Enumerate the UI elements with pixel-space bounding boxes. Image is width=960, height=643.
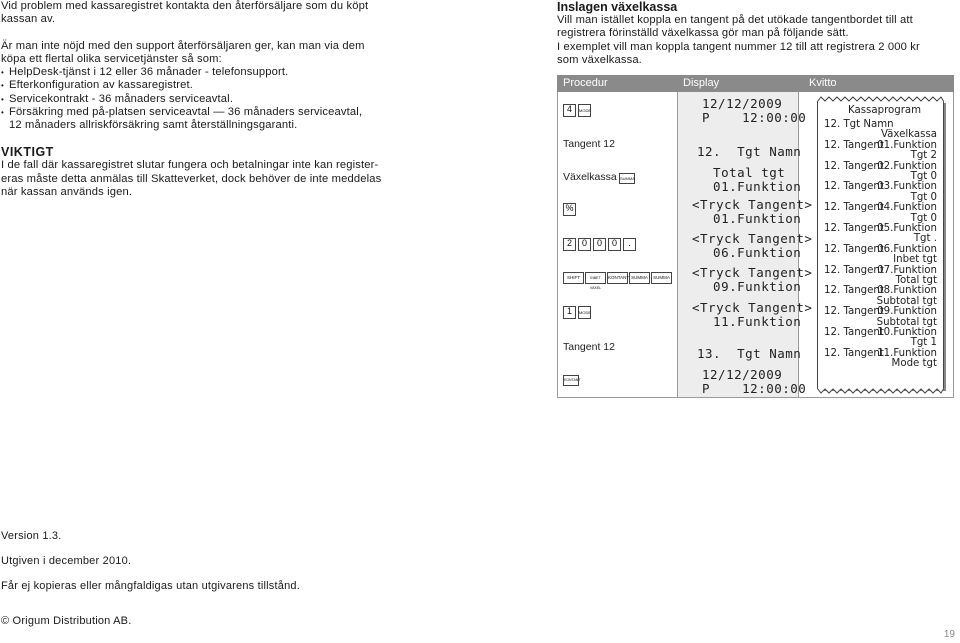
service-list: [1, 66, 411, 119]
receipt-bottom-edge: [817, 388, 944, 394]
lcd-funktion-09: 09.Funktion: [697, 279, 802, 294]
key-percent: %: [563, 203, 576, 216]
table-header: [557, 75, 954, 92]
receipt-row-right: Tgt 0: [910, 212, 937, 224]
header-kvitto: Kvitto: [809, 77, 837, 89]
intro-line-1: Vid problem med kassaregistret kontakta den återförsäljare som du köpt: [1, 0, 369, 12]
receipt-row-right: 02.Funktion: [877, 160, 937, 172]
key-mode-2: MODE: [578, 306, 591, 319]
lcd-date-1: 12/12/2009: [702, 96, 783, 111]
key-kontant-single: KONTANT: [563, 375, 579, 386]
receipt-row-right: 03.Funktion: [877, 181, 937, 193]
receipt-row-left: 12. Tangent: [824, 306, 884, 318]
receipt-row-right: 10.Funktion: [877, 327, 937, 338]
inslagen-line-3: I exemplet vill man koppla tangent nummer 12 till att registrera 2 000 kr: [557, 40, 920, 53]
viktigt-line-2: eras måste detta anmälas till Skatteverket, dock behöver de inte meddelas: [1, 172, 382, 185]
lcd-funktion-01-a: 01.Funktion: [697, 179, 802, 194]
service-item-forsakring-cont: 12 månaders allriskförsäkring samt återställningsgaranti.: [9, 119, 298, 131]
inslagen-line-2: registrera förinställd växelkassa gör man på följande sätt.: [557, 27, 849, 40]
key-digit-0a: 0: [578, 238, 591, 251]
viktigt-heading: VIKTIGT: [1, 145, 54, 160]
receipt-row-left: 12. Tangent: [824, 347, 884, 359]
key-mode: MODE: [578, 104, 591, 117]
receipt-row-left: 12. Tangent: [824, 139, 884, 151]
label-tangent-12-b: Tangent 12: [563, 341, 615, 353]
intro-line-2: kassan av.: [1, 13, 56, 26]
receipt-row-right: 05.Funktion: [877, 223, 937, 234]
lcd-tryck-tangent-2: <Tryck Tangent>: [692, 231, 813, 246]
lcd-tryck-tangent-1: <Tryck Tangent>: [692, 197, 813, 212]
label-vaxelkassa: Växelkassa: [563, 171, 617, 183]
support-line-2: köpa ett flertal olika servicetjänster så som:: [1, 52, 222, 65]
lcd-total-tgt: Total tgt: [697, 165, 786, 180]
viktigt-line-1: I de fall där kassaregistret slutar fungera och betalningar inte kan register-: [1, 159, 379, 172]
receipt-row-right: Tgt 1: [910, 337, 937, 349]
lcd-tgt-namn-12: 12. Tgt Namn: [697, 144, 802, 159]
footer-version: Version 1.3.: [1, 530, 62, 542]
key-dot: .: [623, 238, 636, 251]
support-line-1: Är man inte nöjd med den support återförsäljaren ger, kan man via dem: [1, 39, 365, 52]
lcd-tgt-namn-13: 13. Tgt Namn: [697, 346, 802, 361]
service-item-forsakring: • Försäkring med på-platsen serviceavtal — 36 månaders serviceavtal,: [1, 106, 411, 119]
service-item-efterkonfiguration: • Efterkonfiguration av kassaregistret.: [1, 79, 411, 92]
receipt-row-left: 12. Tangent: [824, 264, 884, 276]
page-number: 19: [943, 629, 955, 640]
key-digit-0c: 0: [608, 238, 621, 251]
receipt-row-right: 09.Funktion: [877, 306, 937, 318]
receipt-row-right: 08.Funktion: [877, 285, 937, 297]
footer-published: Utgiven i december 2010.: [1, 555, 132, 567]
inslagen-heading: Inslagen växelkassa: [557, 0, 678, 14]
receipt-row-left: 12. Tangent: [824, 202, 884, 214]
receipt-top-edge: [817, 96, 944, 102]
receipt-title: Kassaprogram: [848, 105, 922, 116]
receipt-row-right: 11.Funktion: [877, 347, 937, 359]
service-item-helpdesk: • HelpDesk-tjänst i 12 eller 36 månader - telefonsupport.: [1, 66, 411, 79]
lcd-tryck-tangent-3: <Tryck Tangent>: [692, 265, 813, 280]
lcd-date-2: 12/12/2009: [702, 367, 783, 382]
keys-shift-row: [563, 272, 672, 290]
keys-digits: [563, 238, 636, 251]
key-summa-1: SUMMA: [629, 272, 650, 284]
receipt-row-right: 04.Funktion: [877, 202, 937, 214]
receipt-row-right: Tgt 0: [910, 171, 937, 182]
receipt-row-left: 12. Tangent: [824, 181, 884, 193]
right-column-text: [557, 0, 957, 67]
receipt-row-left: 12. Tgt Namn: [824, 119, 894, 130]
lcd-funktion-11: 11.Funktion: [697, 314, 802, 329]
receipt-row-right: Total tgt: [895, 275, 937, 286]
footer-company: © Origum Distribution AB.: [1, 615, 132, 627]
header-procedur: Procedur: [563, 77, 608, 89]
lcd-time-1: P 12:00:00: [702, 110, 807, 125]
keys-4-mode: [563, 104, 591, 117]
footer-copyright-note: Får ej kopieras eller mångfaldigas utan utgivarens tillstånd.: [1, 580, 300, 592]
keys-1-mode: [563, 306, 591, 319]
receipt-row-right: Växelkassa: [880, 129, 937, 141]
receipt-row-right: 07.Funktion: [877, 264, 937, 276]
inslagen-line-4: som växelkassa.: [557, 53, 642, 66]
key-digit-0b: 0: [593, 238, 606, 251]
receipt-row-left: 12. Tangent: [824, 327, 884, 338]
receipt-row-left: 12. Tangent: [824, 243, 884, 255]
lcd-funktion-06: 06.Funktion: [697, 245, 802, 260]
receipt-row-left: 12. Tangent: [824, 223, 884, 234]
viktigt-line-3: när kassan används igen.: [1, 185, 133, 198]
key-4: 4: [563, 104, 576, 117]
receipt-row-right: Subtotal tgt: [876, 295, 937, 307]
receipt-row-right: Mode tgt: [891, 358, 937, 370]
receipt-row-right: Tgt .: [913, 233, 937, 245]
key-kontant: KONTANT: [607, 272, 628, 284]
receipt-row-left: 12. Tangent: [824, 160, 884, 172]
key-summa-2: SUMMA: [651, 272, 672, 284]
receipt-row-left: 12. Tangent: [824, 285, 884, 297]
key-summa: SUMMA: [619, 173, 635, 184]
lcd-funktion-01-b: 01.Funktion: [697, 211, 802, 226]
key-inbet-vaxel: INBET VÄXEL: [585, 272, 606, 284]
key-shift: SHIFT: [563, 272, 584, 284]
receipt-row-right: Inbet tgt: [893, 254, 937, 266]
inslagen-line-1: Vill man istället koppla en tangent på det utökade tangentbordet till att: [557, 14, 913, 26]
receipt-row-right: 06.Funktion: [877, 243, 937, 255]
receipt-row-right: Tgt 2: [910, 150, 937, 162]
lcd-time-2: P 12:00:00: [702, 381, 807, 396]
left-column: [1, 0, 411, 199]
key-digit-2: 2: [563, 238, 576, 251]
key-1: 1: [563, 306, 576, 319]
receipt-row-right: Tgt 0: [910, 191, 937, 203]
label-tangent-12-a: Tangent 12: [563, 138, 615, 150]
receipt-row-right: Subtotal tgt: [876, 316, 937, 328]
service-item-servicekontrakt: • Servicekontrakt - 36 månaders serviceavtal.: [1, 93, 411, 106]
lcd-tryck-tangent-4: <Tryck Tangent>: [692, 300, 813, 315]
receipt: [817, 101, 944, 389]
receipt-row-right: 01.Funktion: [877, 139, 937, 151]
header-display: Display: [683, 77, 720, 89]
